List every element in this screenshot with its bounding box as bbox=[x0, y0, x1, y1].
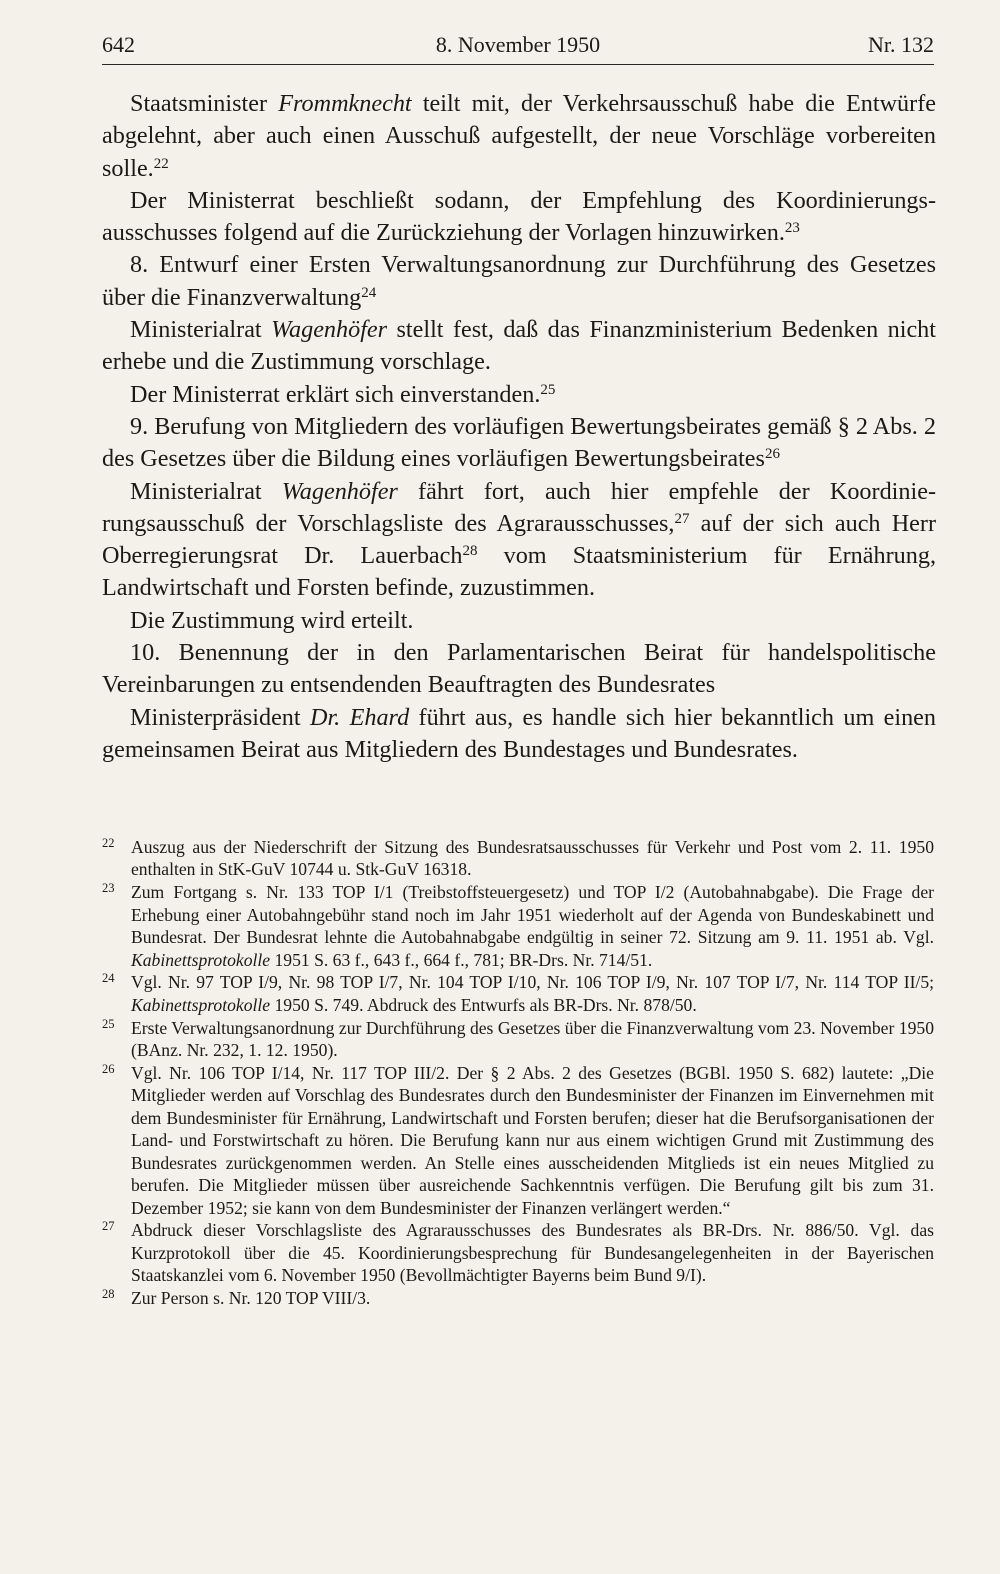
text-run: Ministerialrat bbox=[130, 477, 282, 505]
body-paragraph bbox=[102, 476, 936, 605]
footnote-reference: 22 bbox=[153, 155, 169, 172]
body-paragraph bbox=[102, 379, 936, 411]
footnote-number: 22 bbox=[102, 836, 115, 850]
italic-name: Wagenhöfer bbox=[271, 316, 388, 344]
text-run: Staatsminister bbox=[130, 90, 279, 117]
footnote-number: 28 bbox=[102, 1287, 115, 1302]
italic-name: Wagenhöfer bbox=[281, 477, 398, 505]
text-run: Ministerpräsident bbox=[130, 703, 310, 731]
text-run: Zur Person s. Nr. 120 TOP VIII/3. bbox=[131, 1288, 371, 1309]
text-run: 1950 S. 749. Abdruck des Entwurfs als BR-Drs. Nr. 878/50. bbox=[270, 994, 697, 1015]
footnote-reference: 25 bbox=[540, 381, 556, 398]
text-run: 8. Entwurf einer Ersten Verwaltungsanordnung zur Durchführung des Gesetzes über die Finanzverwaltung bbox=[102, 251, 936, 311]
footnote-reference: 26 bbox=[764, 446, 780, 463]
text-run: Der Ministerrat beschließt sodann, der Empfehlung des Koordinierungsausschusses folgend auf die Zurückziehung der Vorlagen hinzuwirken. bbox=[102, 186, 936, 247]
footnote-reference: 28 bbox=[462, 543, 478, 560]
text-run: Vgl. Nr. 106 TOP I/14, Nr. 117 TOP III/2. Der § 2 Abs. 2 des Gesetzes (BGBl. 1950 S. 682) lautete: „Die Mitglieder werden auf Vorschlag des Bundesrates durch den Bundesminister der Finanzen im Einvernehmen mit dem Bundesminister für Ernährung, Landwirtschaft und Forsten berufen; dieser hat die Berufsorganisationen der Land- und Forstwirtschaft zu hören. Die Berufung kann nur aus einem wichtigen Grund mit Zustimmung des Bundesrates zurückgenommen werden. An Stelle eines ausscheidenden Mitglieds ist ein neues Mitglied zu berufen. Die Mitglieder müssen über ausreichende Sachkenntnis verfügen. Die Berufung gilt bis zum 31. Dezember 1952; sie kann von dem Bundesminister der Finanzen verlängert werden.“ bbox=[131, 1063, 934, 1218]
text-run: auf der sich auch Herr Oberregierungsrat Dr. Lauerbach bbox=[102, 509, 937, 570]
text-run: Die Zustimmung wird erteilt. bbox=[130, 606, 414, 634]
footnote bbox=[102, 1287, 934, 1309]
header-date: 8. November 1950 bbox=[435, 32, 601, 57]
footnote-reference: 23 bbox=[784, 220, 800, 237]
footnote-reference: 24 bbox=[361, 284, 377, 301]
italic-name: Kabinettsprotokolle bbox=[131, 994, 271, 1015]
text-run: 1951 S. 63 f., 643 f., 664 f., 781; BR-Drs. Nr. 714/51. bbox=[270, 949, 653, 970]
footnote bbox=[102, 971, 934, 1016]
text-run: Auszug aus der Niederschrift der Sitzung des Bundesratsausschusses für Verkehr und Post vom 2. 11. 1950 enthalten in StK-GuV 10744 u. Stk-GuV 16318. bbox=[131, 837, 934, 880]
footnote bbox=[102, 881, 934, 971]
footnote bbox=[102, 1017, 934, 1062]
page-number: 642 bbox=[102, 32, 135, 57]
text-run: Abdruck dieser Vorschlagsliste des Agrarausschusses des Bundesrates als BR-Drs. Nr. 886/50. Vgl. das Kurzprotokoll über die 45. Koordinierungsbesprechung für Bundesangelegenheiten in der Bayerischen Staatskanzlei vom 6. November 1950 (Bevollmächtigter Bayerns beim Bund 9/I). bbox=[131, 1220, 934, 1286]
footnote-number: 26 bbox=[102, 1062, 115, 1077]
text-run: teilt mit, der Verkehrsausschuß habe die Entwürfe abgelehnt, aber auch einen Ausschuß aufgestellt, der neue Vorschläge vorbereiten solle. bbox=[102, 90, 936, 182]
footnote bbox=[102, 1219, 934, 1286]
body-paragraph bbox=[102, 411, 936, 476]
footnote bbox=[102, 1062, 934, 1219]
body-paragraph bbox=[102, 88, 936, 185]
footnote-number: 24 bbox=[102, 971, 115, 986]
body-paragraph bbox=[102, 605, 936, 637]
footnote-number: 23 bbox=[102, 881, 115, 896]
italic-name: Dr. Ehard bbox=[309, 703, 410, 731]
italic-name: Kabinettsprotokolle bbox=[131, 949, 271, 970]
body-paragraph bbox=[102, 637, 936, 702]
text-run: stellt fest, daß das Finanzministerium Bedenken nicht erhebe und die Zustimmung vorschlage. bbox=[102, 316, 936, 376]
running-header bbox=[102, 30, 934, 65]
header-doc-number: Nr. 132 bbox=[868, 32, 934, 57]
text-run: vom Staatsministerium für Ernährung, Landwirtschaft und Forsten befinde, zuzustimmen. bbox=[102, 542, 936, 602]
footnote-reference: 27 bbox=[674, 510, 690, 527]
footnotes bbox=[102, 836, 934, 1310]
text-run: fährt fort, auch hier empfehle der Koordinierungsausschuß der Vorschlagsliste des Agrarausschusses, bbox=[102, 477, 936, 537]
text-run: Zum Fortgang s. Nr. 133 TOP I/1 (Treibstoffsteuergesetz) und TOP I/2 (Autobahnabgabe). Die Frage der Erhebung einer Autobahngebühr stand noch im Jahr 1951 wiederholt auf der Agenda von Bundeskabinett und Bundesrat. Der Bundesrat lehnte die Autobahnabgabe endgültig in seiner 72. Sitzung am 9. 11. 1951 ab. Vgl. bbox=[131, 882, 934, 948]
body-paragraph bbox=[102, 185, 936, 250]
text-run: Der Ministerrat erklärt sich einverstanden. bbox=[130, 380, 541, 408]
text-run: 10. Benennung der in den Parlamentarischen Beirat für handelspolitische Vereinbarungen zu entsendenden Beauftragten des Bundesrates bbox=[102, 639, 936, 699]
body-paragraph bbox=[102, 249, 936, 314]
body-paragraph bbox=[102, 314, 936, 379]
text-run: 9. Berufung von Mitgliedern des vorläufigen Bewertungsbeirates gemäß § 2 Abs. 2 des Gesetzes über die Bildung eines vorläufigen Bewertungsbeirates bbox=[102, 412, 936, 473]
text-run: Erste Verwaltungsanordnung zur Durchführung des Gesetzes über die Finanzverwaltung vom 23. November 1950 (BAnz. Nr. 232, 1. 12. 1950). bbox=[131, 1017, 934, 1061]
footnote-number: 25 bbox=[102, 1016, 115, 1031]
body-paragraph bbox=[102, 702, 936, 767]
text-run: führt aus, es handle sich hier bekanntlich um einen gemeinsamen Beirat aus Mitgliedern des Bundestages und Bundesrates. bbox=[102, 703, 936, 763]
text-run: Vgl. Nr. 97 TOP I/9, Nr. 98 TOP I/7, Nr. 104 TOP I/10, Nr. 106 TOP I/9, Nr. 107 TOP I/7, Nr. 114 TOP II/5; bbox=[131, 972, 934, 993]
footnote-number: 27 bbox=[102, 1219, 115, 1234]
text-run: Ministerialrat bbox=[130, 316, 272, 344]
footnote bbox=[102, 836, 934, 881]
italic-name: Frommknecht bbox=[278, 90, 412, 117]
main-text bbox=[102, 88, 936, 766]
